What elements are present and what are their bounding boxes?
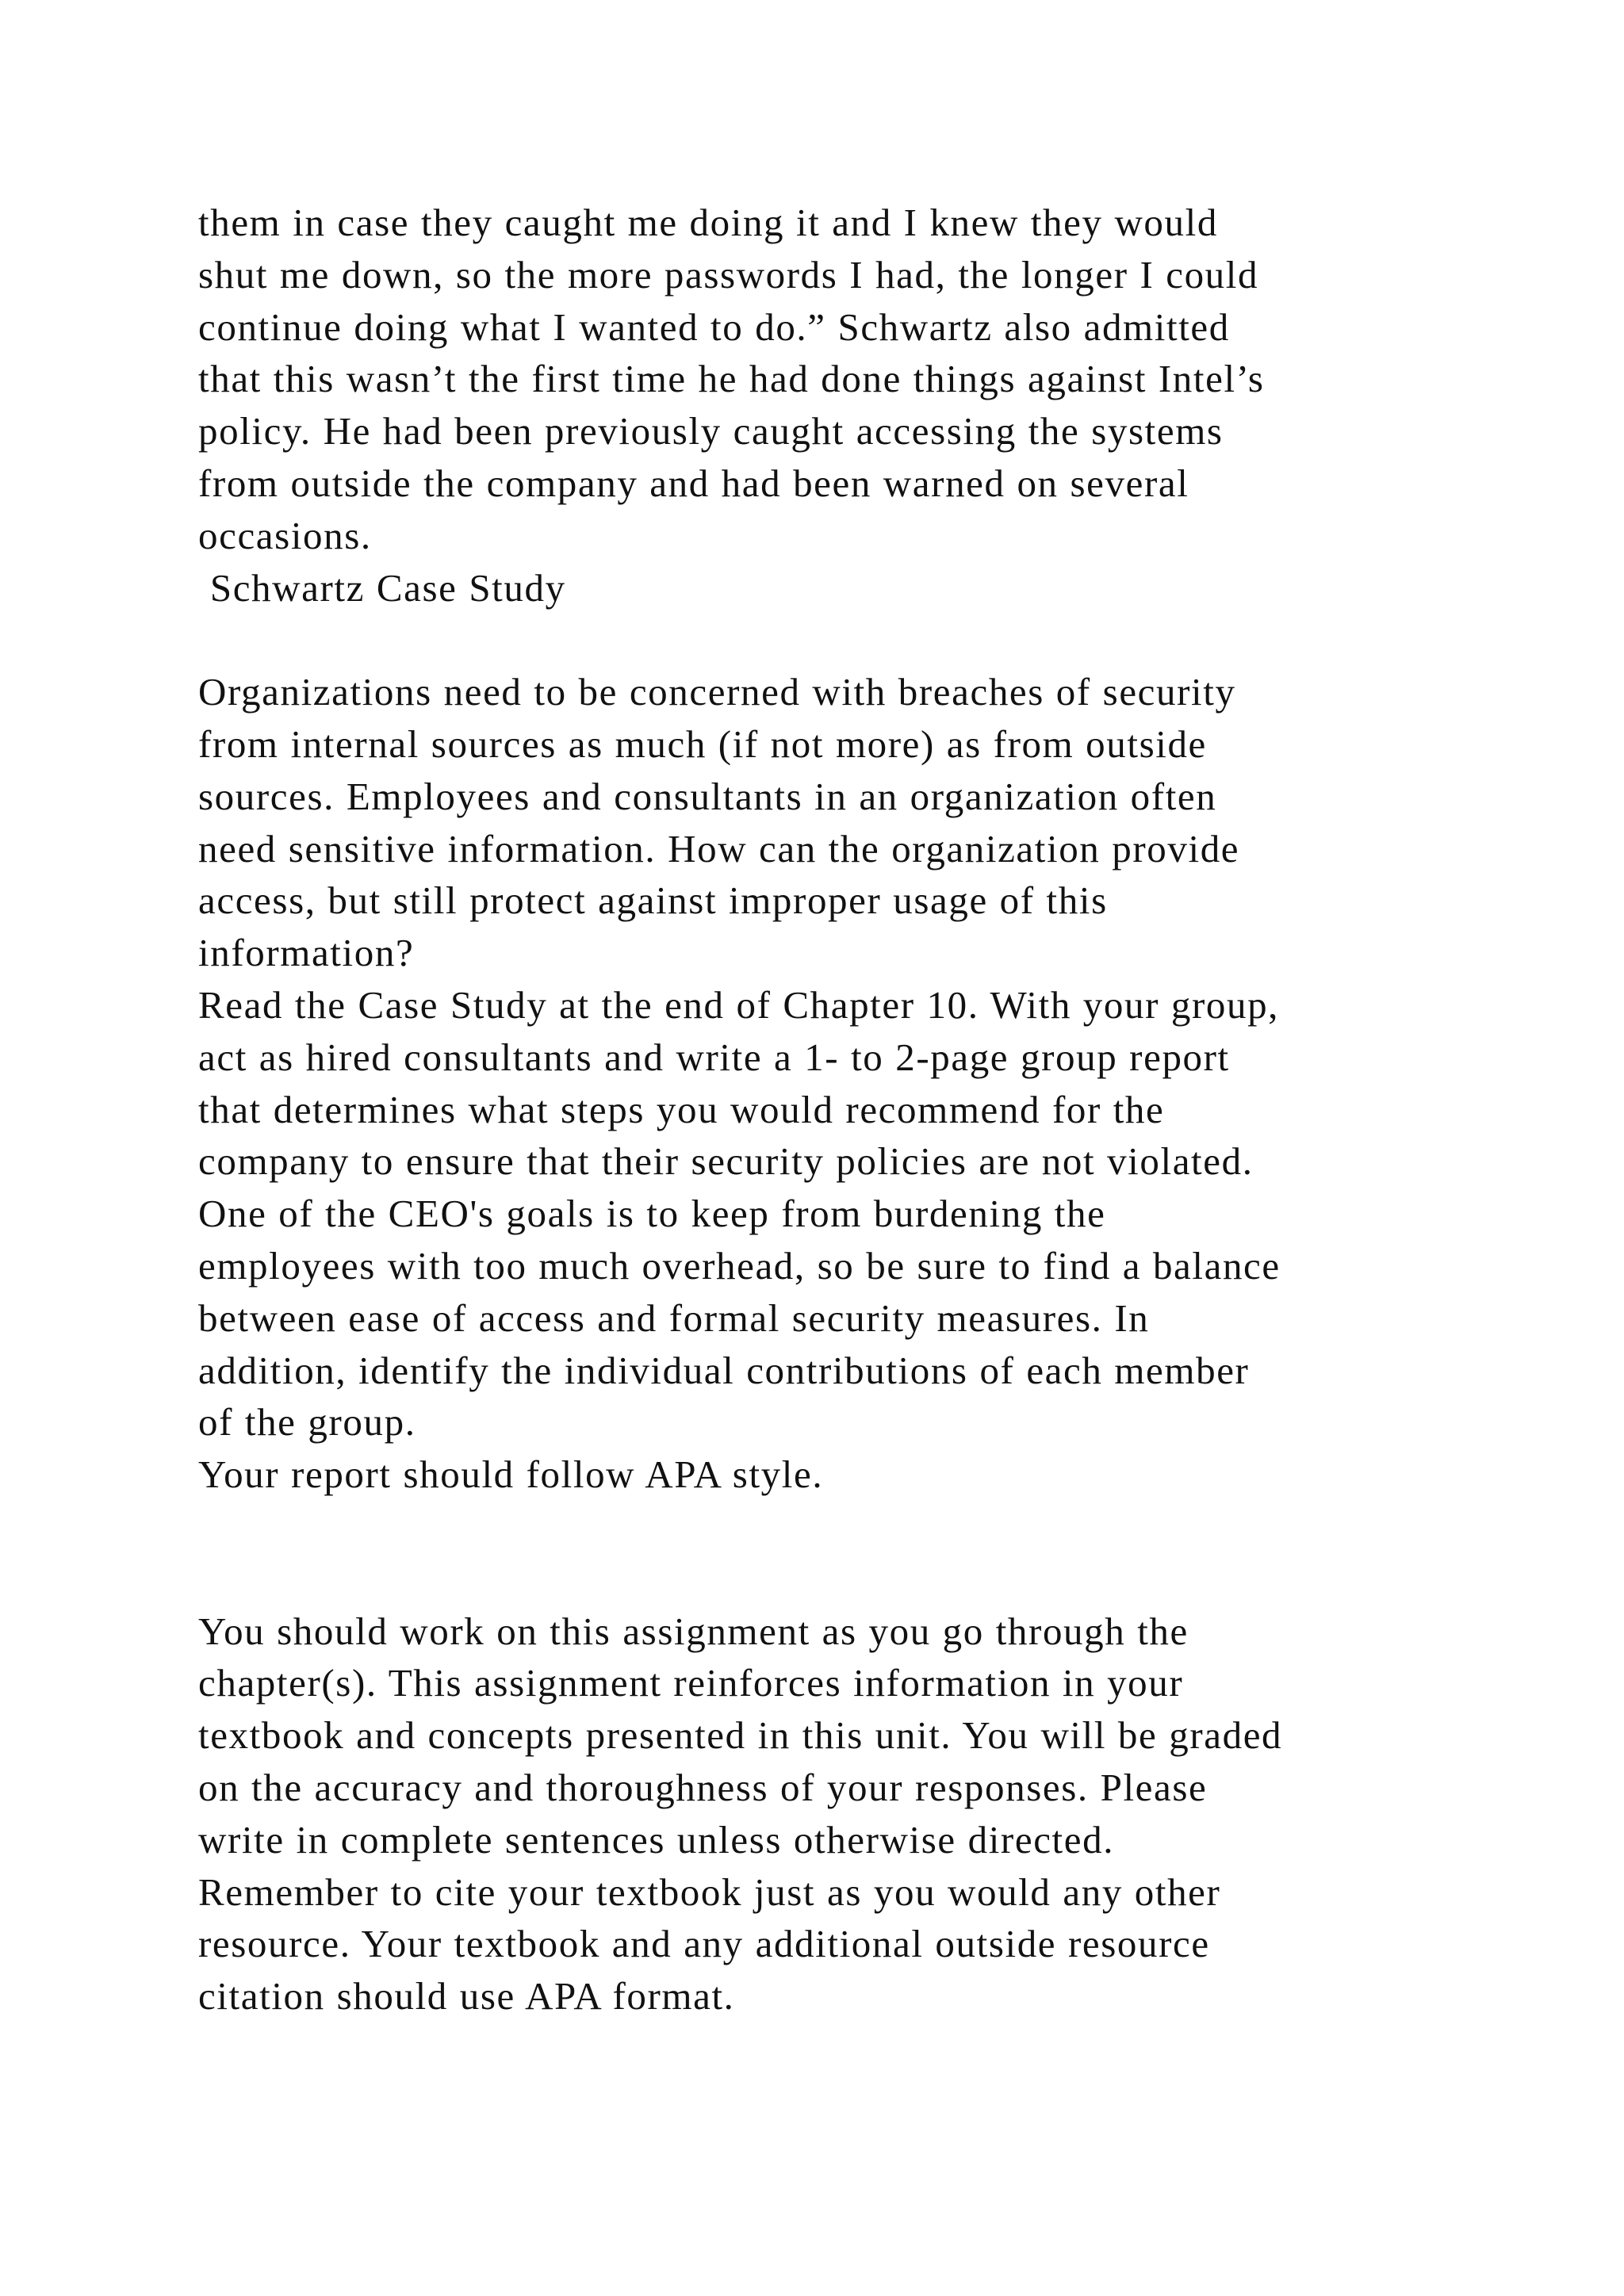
text-line: write in complete sentences unless otherwise directed.: [198, 1817, 1115, 1862]
text-line: Organizations need to be concerned with breaches of security: [198, 670, 1236, 714]
text-line: resource. Your textbook and any additional outside resource: [198, 1922, 1210, 1966]
text-line: continue doing what I wanted to do.” Schwartz also admitted: [198, 304, 1230, 349]
text-line: between ease of access and formal security measures. In: [198, 1295, 1150, 1340]
text-line: access, but still protect against improper usage of this: [198, 878, 1108, 923]
blank-line: [198, 1553, 1546, 1605]
text-line: that determines what steps you would recommend for the: [198, 1087, 1165, 1131]
text-line: from outside the company and had been warned on several: [198, 461, 1189, 505]
text-line: One of the CEO's goals is to keep from burdening the: [198, 1192, 1106, 1236]
text-line: chapter(s). This assignment reinforces information in your: [198, 1661, 1184, 1705]
text-line: sources. Employees and consultants in an organization often: [198, 774, 1217, 818]
text-line: employees with too much overhead, so be sure to find a balance: [198, 1243, 1281, 1288]
text-line: textbook and concepts presented in this unit. You will be graded: [198, 1713, 1283, 1758]
text-line: Read the Case Study at the end of Chapter 10. With your group,: [198, 982, 1280, 1027]
text-line: them in case they caught me doing it and I knew they would: [198, 201, 1218, 244]
blank-line: [198, 1501, 1546, 1553]
text-line: policy. He had been previously caught accessing the systems: [198, 409, 1224, 453]
text-line: company to ensure that their security policies are not violated.: [198, 1139, 1254, 1184]
text-line: Your report should follow APA style.: [198, 1452, 824, 1497]
text-line: need sensitive information. How can the organization provide: [198, 826, 1240, 871]
document-body: [198, 197, 1546, 2022]
text-line: that this wasn’t the first time he had done things against Intel’s: [198, 357, 1265, 401]
text-line: of the group.: [198, 1400, 416, 1445]
text-line: Remember to cite your textbook just as you would any other: [198, 1869, 1221, 1914]
text-line: from internal sources as much (if not more) as from outside: [198, 721, 1207, 766]
text-line: shut me down, so the more passwords I had, the longer I could: [198, 252, 1259, 297]
text-line: You should work on this assignment as you go through the: [198, 1609, 1189, 1653]
text-line: on the accuracy and thoroughness of your responses. Please: [198, 1765, 1208, 1809]
text-line: occasions.: [198, 513, 372, 557]
section-heading: Schwartz Case Study: [198, 565, 566, 610]
text-line: addition, identify the individual contributions of each member: [198, 1348, 1250, 1392]
blank-line: [198, 614, 1546, 666]
text-line: citation should use APA format.: [198, 1974, 735, 2019]
text-line: act as hired consultants and write a 1- to 2-page group report: [198, 1035, 1230, 1079]
text-line: information?: [198, 931, 415, 975]
